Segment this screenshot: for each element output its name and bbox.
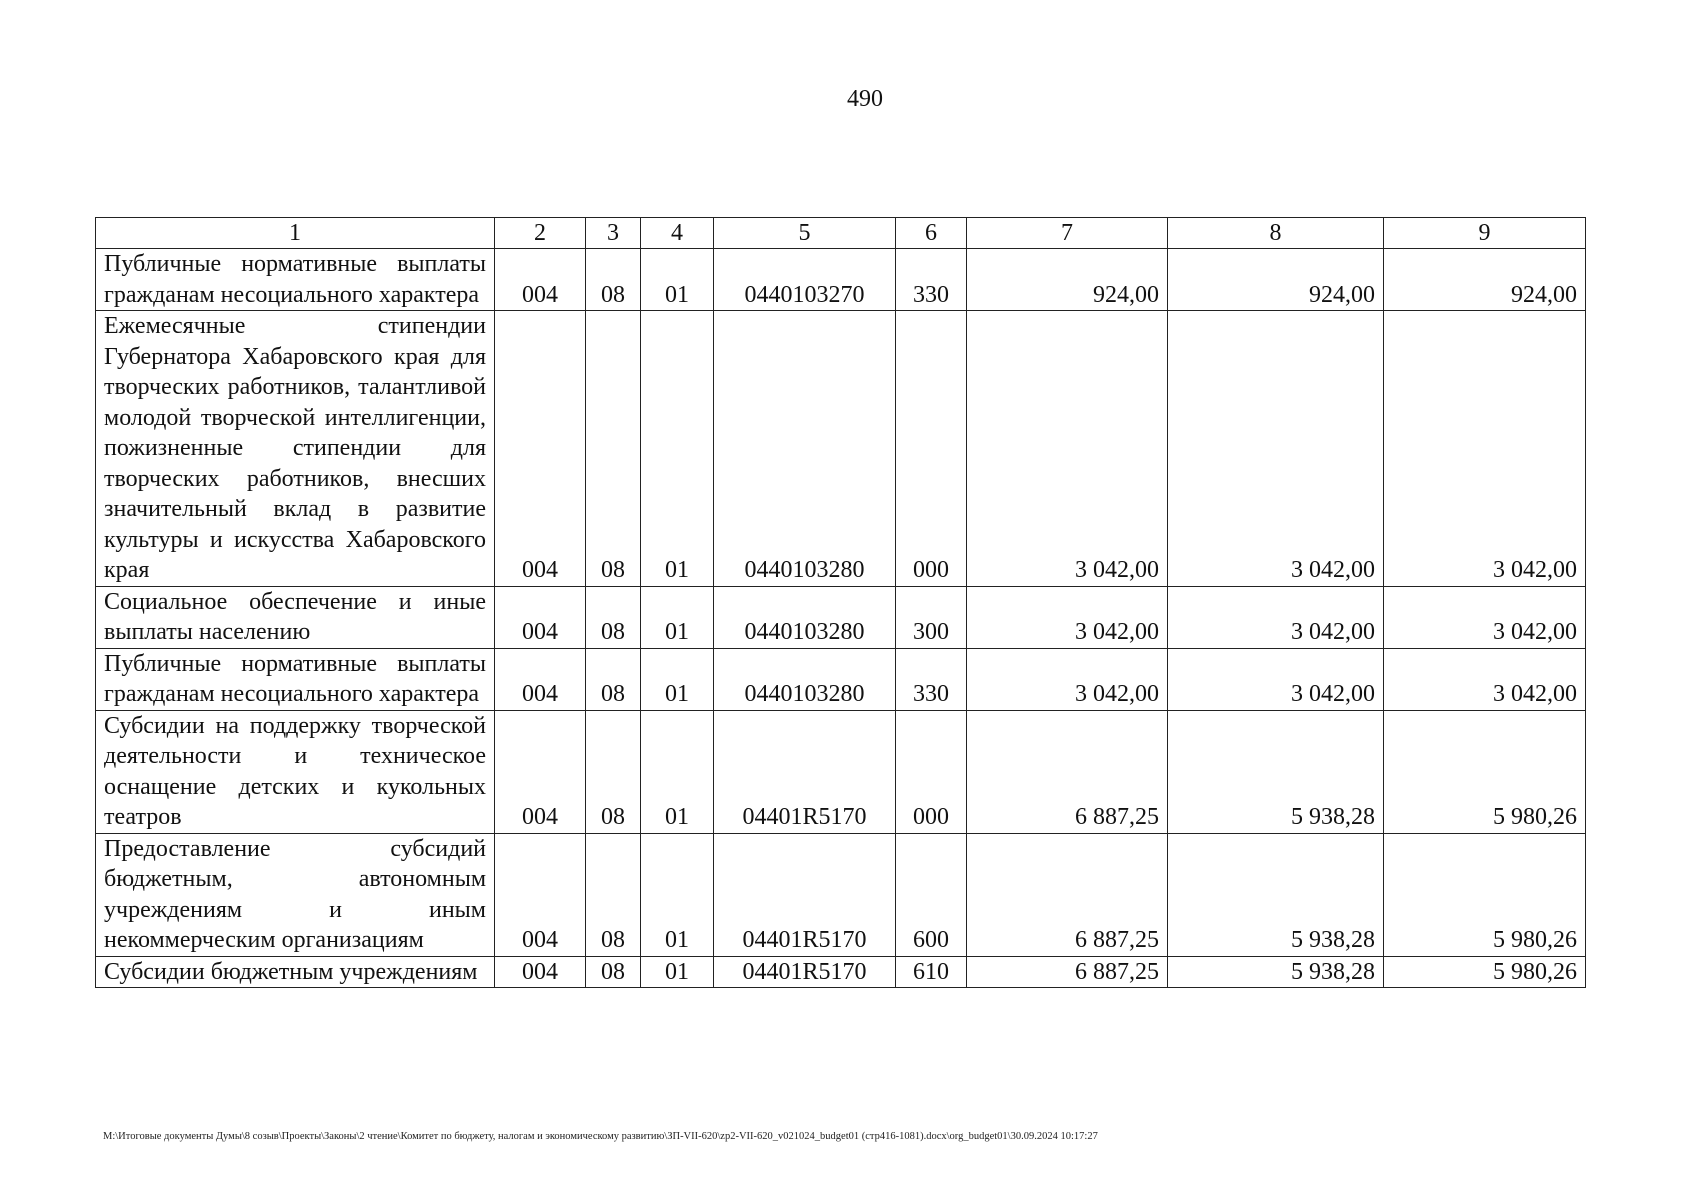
amount-year-2: 5 938,28 [1168,710,1384,833]
section-code: 08 [586,311,641,587]
row-name: Публичные нормативные выплаты гражданам несоциального характера [96,249,495,311]
section-code: 08 [586,249,641,311]
amount-year-2: 3 042,00 [1168,586,1384,648]
amount-year-1: 3 042,00 [967,311,1168,587]
amount-year-3: 5 980,26 [1384,956,1586,988]
expense-type-code: 000 [896,311,967,587]
amount-year-1: 6 887,25 [967,833,1168,956]
ministry-code: 004 [495,586,586,648]
ministry-code: 004 [495,249,586,311]
ministry-code: 004 [495,833,586,956]
column-header: 8 [1168,218,1384,249]
section-code: 08 [586,956,641,988]
budget-table [95,217,1586,988]
expense-type-code: 300 [896,586,967,648]
subsection-code: 01 [641,311,714,587]
target-article-code: 0440103280 [714,648,896,710]
section-code: 08 [586,710,641,833]
ministry-code: 004 [495,648,586,710]
table-row [96,311,1586,587]
page-number: 490 [847,86,883,112]
table-row [96,648,1586,710]
section-code: 08 [586,586,641,648]
ministry-code: 004 [495,311,586,587]
table-header-row [96,218,1586,249]
expense-type-code: 610 [896,956,967,988]
amount-year-1: 6 887,25 [967,956,1168,988]
subsection-code: 01 [641,648,714,710]
ministry-code: 004 [495,956,586,988]
amount-year-3: 3 042,00 [1384,648,1586,710]
target-article-code: 0440103280 [714,311,896,587]
amount-year-2: 5 938,28 [1168,956,1384,988]
expense-type-code: 000 [896,710,967,833]
amount-year-3: 3 042,00 [1384,586,1586,648]
row-name: Субсидии бюджетным учреждениям [96,956,495,988]
target-article-code: 04401R5170 [714,956,896,988]
amount-year-3: 3 042,00 [1384,311,1586,587]
subsection-code: 01 [641,956,714,988]
expense-type-code: 330 [896,249,967,311]
target-article-code: 04401R5170 [714,710,896,833]
table-row [96,710,1586,833]
amount-year-1: 924,00 [967,249,1168,311]
column-header: 7 [967,218,1168,249]
column-header: 4 [641,218,714,249]
subsection-code: 01 [641,833,714,956]
amount-year-2: 924,00 [1168,249,1384,311]
subsection-code: 01 [641,249,714,311]
amount-year-1: 3 042,00 [967,586,1168,648]
subsection-code: 01 [641,710,714,833]
subsection-code: 01 [641,586,714,648]
amount-year-1: 3 042,00 [967,648,1168,710]
column-header: 9 [1384,218,1586,249]
table-row [96,586,1586,648]
column-header: 2 [495,218,586,249]
table-row [96,249,1586,311]
document-path-footer: M:\Итоговые документы Думы\8 созыв\Проекты\Законы\2 чтение\Комитет по бюджету, налогам и экономическому развитию\ЗП-VII-620\zp2-VII-620_v021024_budget01 (стр416-1081).docx\org_budget01\30.09.2024 10:17:27 [103,1131,1098,1142]
section-code: 08 [586,833,641,956]
expense-type-code: 330 [896,648,967,710]
column-header: 3 [586,218,641,249]
expense-type-code: 600 [896,833,967,956]
column-header: 5 [714,218,896,249]
table-row [96,956,1586,988]
section-code: 08 [586,648,641,710]
target-article-code: 0440103280 [714,586,896,648]
row-name: Публичные нормативные выплаты гражданам несоциального характера [96,648,495,710]
target-article-code: 0440103270 [714,249,896,311]
amount-year-3: 924,00 [1384,249,1586,311]
amount-year-2: 5 938,28 [1168,833,1384,956]
ministry-code: 004 [495,710,586,833]
table-row [96,833,1586,956]
column-header: 1 [96,218,495,249]
column-header: 6 [896,218,967,249]
amount-year-2: 3 042,00 [1168,311,1384,587]
amount-year-1: 6 887,25 [967,710,1168,833]
amount-year-3: 5 980,26 [1384,710,1586,833]
row-name: Субсидии на поддержку творческой деятельности и техническое оснащение детских и кукольных театров [96,710,495,833]
row-name: Социальное обеспечение и иные выплаты населению [96,586,495,648]
amount-year-3: 5 980,26 [1384,833,1586,956]
row-name: Предоставление субсидий бюджетным, автономным учреждениям и иным некоммерческим организациям [96,833,495,956]
amount-year-2: 3 042,00 [1168,648,1384,710]
row-name: Ежемесячные стипендии Губернатора Хабаровского края для творческих работников, талантливой молодой творческой интеллигенции, пожизненные стипендии для творческих работников, внесших значительный вклад в развитие культуры и искусства Хабаровского края [96,311,495,587]
target-article-code: 04401R5170 [714,833,896,956]
